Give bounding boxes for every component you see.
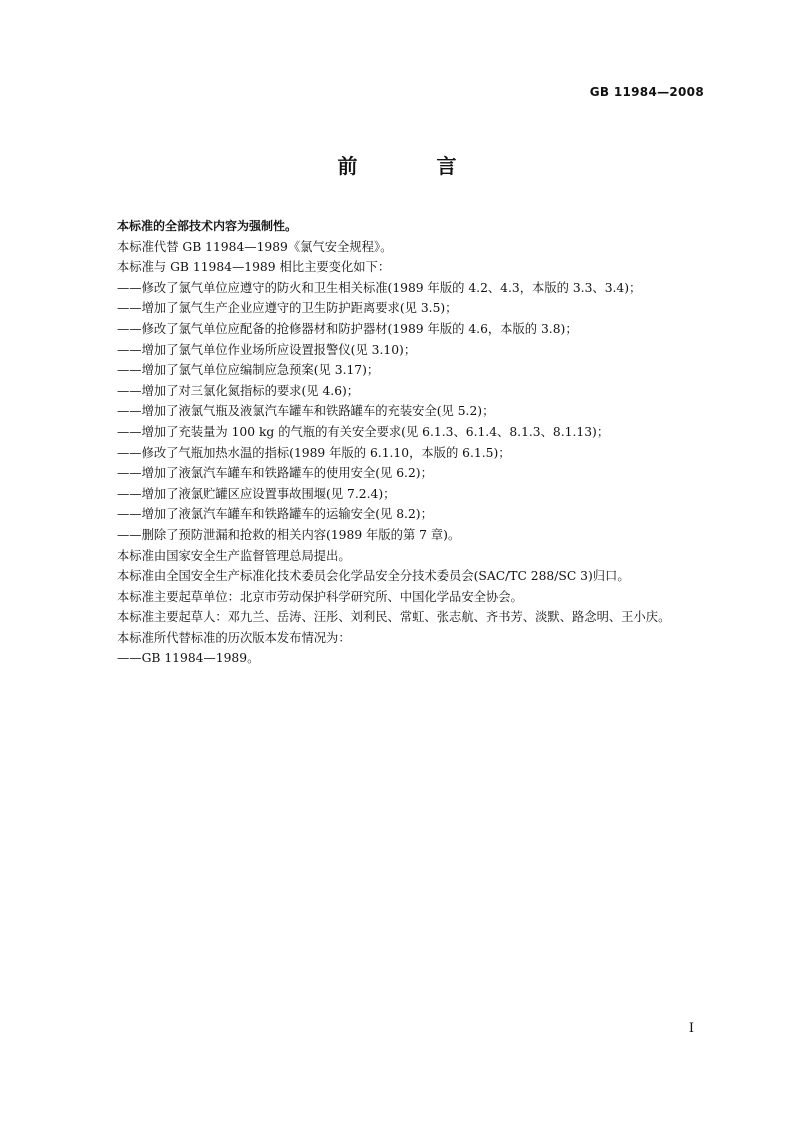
change-item: ——修改了氯气单位应遵守的防火和卫生相关标准(1989 年版的 4.2、4.3，本版的 3.3、3.4)； [117, 280, 642, 295]
page-number: I [688, 1021, 694, 1036]
paragraph-line: 本标准与 GB 11984—1989 相比主要变化如下： [117, 260, 391, 275]
change-item: ——增加了液氯汽车罐车和铁路罐车的使用安全(见 6.2)； [117, 466, 433, 481]
paragraph-line: 本标准所代替标准的历次版本发布情况为： [117, 630, 351, 645]
change-item: ——增加了液氯汽车罐车和铁路罐车的运输安全(见 8.2)； [117, 507, 433, 522]
change-item: ——GB 11984—1989。 [117, 651, 260, 666]
change-item: ——修改了气瓶加热水温的指标(1989 年版的 6.1.10，本版的 6.1.5)； [117, 445, 511, 460]
paragraph-line: 本标准代替 GB 11984—1989《氯气安全规程》。 [117, 239, 393, 254]
page-title: 前 言 [337, 154, 493, 178]
change-item: ——增加了液氯贮罐区应设置事故围堰(见 7.2.4)； [117, 486, 396, 501]
change-item: ——增加了对三氯化氮指标的要求(见 4.6)； [117, 383, 360, 398]
change-item: ——修改了氯气单位应配备的抢修器材和防护器材(1989 年版的 4.6，本版的 3.8)； [117, 321, 578, 336]
change-item: ——增加了充装量为 100 kg 的气瓶的有关安全要求(见 6.1.3、6.1.4、8.1.3、8.1.13)； [117, 424, 610, 439]
paragraph-line: 本标准由全国安全生产标准化技术委员会化学品安全分技术委员会(SAC/TC 288/SC 3)归口。 [117, 569, 630, 584]
mandatory-statement: 本标准的全部技术内容为强制性。 [117, 219, 298, 233]
change-item: ——删除了预防泄漏和抢救的相关内容(1989 年版的第 7 章)。 [117, 527, 461, 542]
change-item: ——增加了氯气单位应编制应急预案(见 3.17)； [117, 363, 380, 378]
paragraph-line: 本标准由国家安全生产监督管理总局提出。 [117, 548, 351, 563]
change-item: ——增加了氯气单位作业场所应设置报警仪(见 3.10)； [117, 342, 417, 357]
paragraph-line: 本标准主要起草人：邓九兰、岳涛、汪彤、刘利民、常虹、张志航、齐书芳、淡默、路念明、王小庆。 [117, 610, 671, 625]
foreword-body [117, 216, 717, 669]
change-item: ——增加了氯气生产企业应遵守的卫生防护距离要求(见 3.5)； [117, 301, 458, 316]
standard-code: GB 11984—2008 [589, 85, 704, 99]
paragraph-line: 本标准主要起草单位：北京市劳动保护科学研究所、中国化学品安全协会。 [117, 589, 523, 604]
change-item: ——增加了液氯气瓶及液氯汽车罐车和铁路罐车的充装安全(见 5.2)； [117, 404, 495, 419]
